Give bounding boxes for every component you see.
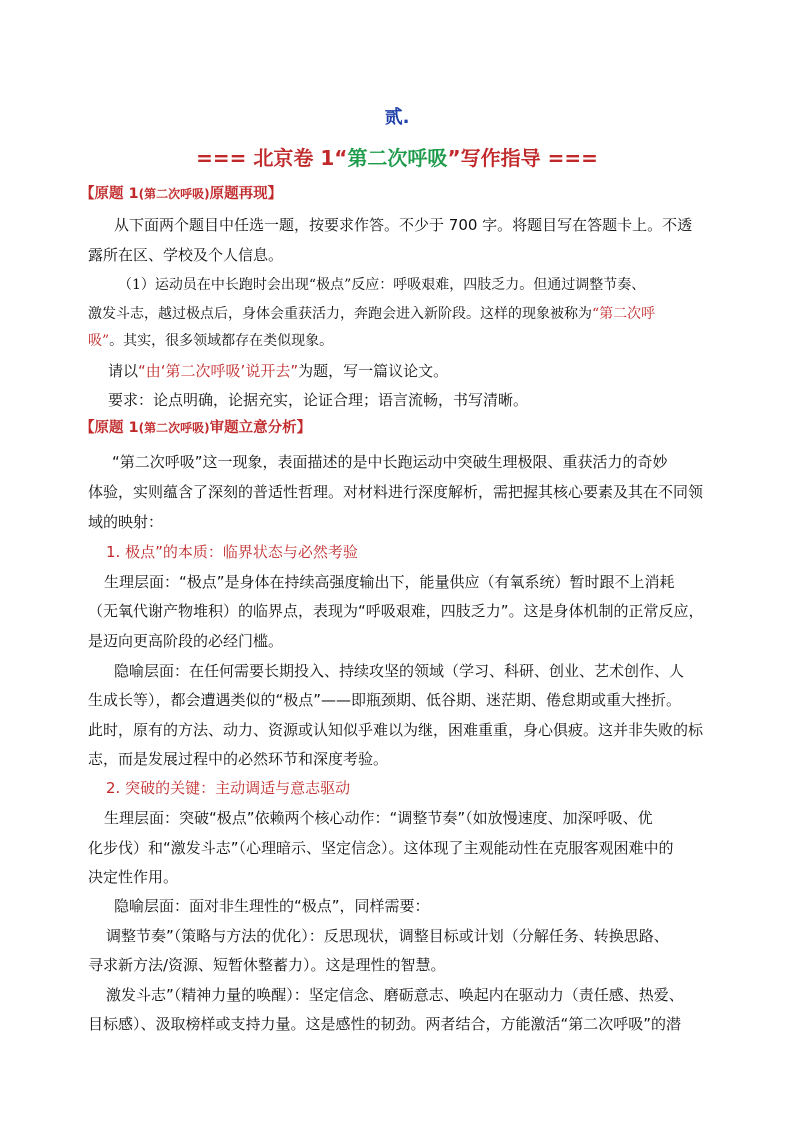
title-beijing: 北京卷: [253, 146, 314, 170]
paragraph-line: 生成长等），都会遭遇类似的“极点”——即瓶颈期、低谷期、迷茫期、倦怠期或重大挫折。: [88, 691, 682, 709]
prompt-line: 请以“由‘第二次呼吸’说开去”为题，写一篇议论文。: [108, 362, 449, 380]
title-topic: 第二次呼吸: [347, 146, 448, 170]
paragraph-line: 激发斗志”（精神力量的唤醒）：坚定信念、磨砺意志、唤起内在驱动力（责任感、热爱、: [106, 986, 684, 1004]
paragraph-line: （无氧代谢产物堆积）的临界点，表现为“呼吸艰难，四肢乏力”。这是身体机制的正常反应，: [88, 602, 704, 620]
title-quote-close: ”: [447, 146, 461, 170]
paragraph-line: 化步伐）和“激发斗志”（心理暗示、坚定信念）。这体现了主观能动性在克服客观困难中的: [88, 839, 674, 857]
paragraph-line: 从下面两个题目中任选一题，按要求作答。不少于 700 字。将题目写在答题卡上。不透: [114, 216, 693, 234]
subheading-1: 1. 极点”的本质：临界状态与必然考验: [106, 543, 358, 561]
title-eq-left: ===: [196, 146, 247, 170]
paragraph-line: 露所在区、学校及个人信息。: [88, 246, 284, 264]
page-title: [0, 144, 794, 172]
paragraph-line: 隐喻层面：面对非生理性的“极点”，同样需要：: [114, 897, 430, 915]
paragraph-line: （1）运动员在中长跑时会出现“极点”反应：呼吸艰难，四肢乏力。但通过调整节奏、: [118, 277, 646, 293]
section-heading-original: 【原题 1(第二次呼吸)原题再现】: [80, 186, 283, 202]
paragraph-line: 激发斗志，越过极点后，身体会重获活力，奔跑会进入新阶段。这样的现象被称为“第二次呼: [88, 306, 656, 322]
paragraph-line: 吸”。其实，很多领域都存在类似现象。: [88, 333, 334, 349]
paragraph-line: 生理层面：突破“极点”依赖两个核心动作：“调整节奏”（如放慢速度、加深呼吸、优: [104, 809, 653, 827]
title-guide: 写作指导: [460, 146, 541, 170]
paragraph-line: 志，而是发展过程中的必然环节和深度考验。: [88, 750, 389, 768]
paragraph-line: 隐喻层面：在任何需要长期投入、持续攻坚的领域（学习、科研、创业、艺术创作、人: [114, 662, 685, 680]
paragraph-line: 目标感）、汲取榜样或支持力量。这是感性的韧劲。两者结合，方能激活“第二次呼吸”的潜: [88, 1015, 682, 1033]
subheading-2: 2. 突破的关键：主动调适与意志驱动: [106, 779, 351, 797]
section-heading-analysis: 【原题 1(第二次呼吸)审题立意分析】: [80, 420, 312, 436]
paragraph-line: 此时，原有的方法、动力、资源或认知似乎难以为继，困难重重，身心俱疲。这并非失败的标: [88, 721, 704, 739]
paragraph-line: 域的映射：: [88, 513, 164, 531]
section-number: 贰.: [384, 107, 410, 128]
paragraph-line: 决定性作用。: [88, 868, 179, 886]
paragraph-line: 生理层面：“极点”是身体在持续高强度输出下，能量供应（有氧系统）暂时跟不上消耗: [104, 573, 675, 591]
title-quote-open: “: [334, 146, 348, 170]
paragraph-line: 调整节奏”（策略与方法的优化）：反思现状，调整目标或计划（分解任务、转换思路、: [106, 927, 669, 945]
paragraph-line: “第二次呼吸”这一现象，表面描述的是中长跑运动中突破生理极限、重获活力的奇妙: [112, 453, 668, 471]
paragraph-line: 寻求新方法/资源、短暂休整蓄力）。这是理性的智慧。: [88, 956, 446, 974]
title-one: 1: [320, 146, 335, 170]
paragraph-line: 是迈向更高阶段的必经门槛。: [88, 632, 284, 650]
title-eq-right: ===: [547, 146, 598, 170]
paragraph-line: 体验，实则蕴含了深刻的普适性哲理。对材料进行深度解析，需把握其核心要素及其在不同领: [88, 483, 704, 501]
requirements-line: 要求：论点明确，论据充实，论证合理；语言流畅，书写清晰。: [108, 391, 529, 409]
